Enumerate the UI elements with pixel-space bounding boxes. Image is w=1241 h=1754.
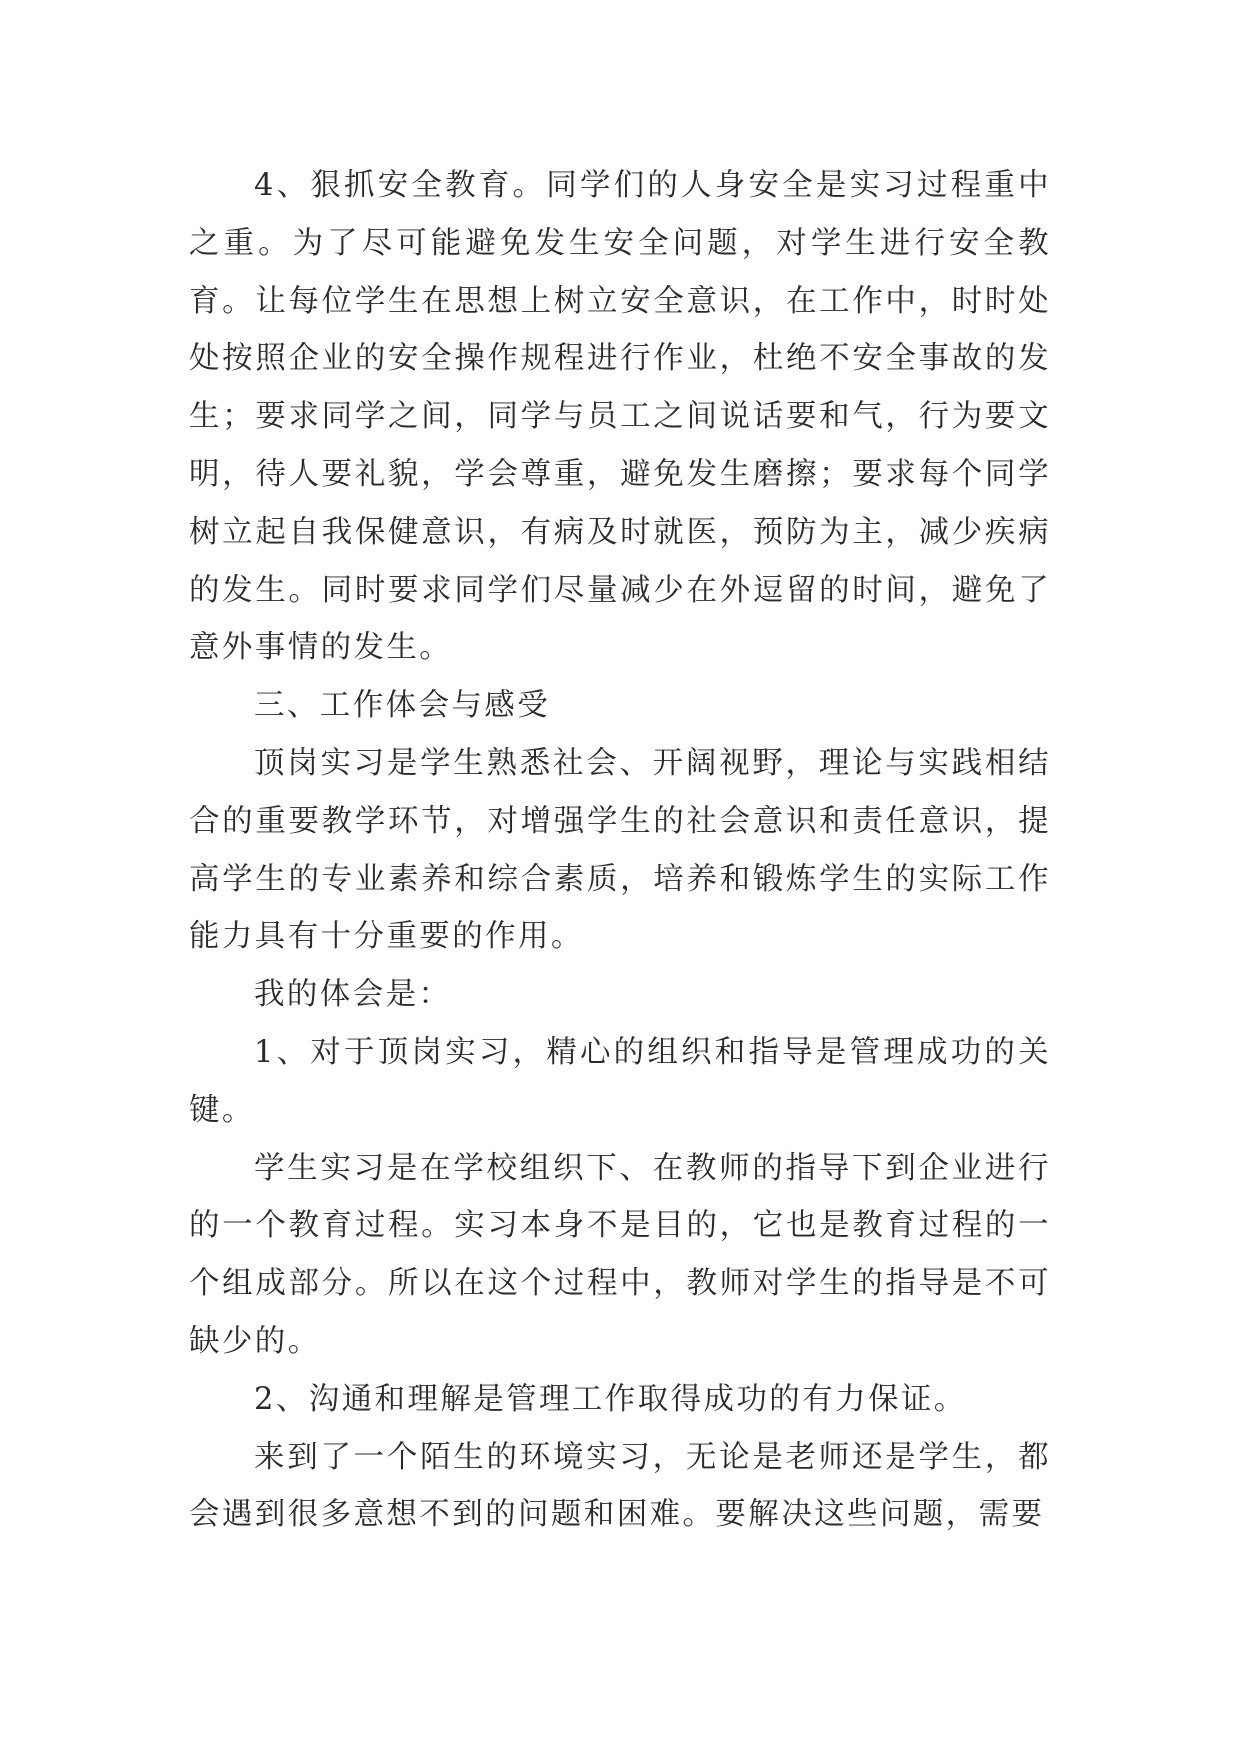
section-heading-experience: 三、工作体会与感受	[254, 688, 551, 724]
paragraph-safety-education: 4、狠抓安全教育。同学们的人身安全是实习过程重中之重。为了尽可能避免发生安全问题，对学生进行安全教育。让每位学生在思想上树立安全意识，在工作中，时时处处按照企业的安全操作规程进行作业，杜绝不安全事故的发生；要求同学之间，同学与员工之间说话要和气，行为要文明，待人要礼貌，学会尊重，避免发生磨擦；要求每个同学树立起自我保健意识，有病及时就医，预防为主，减少疾病的发生。同时要求同学们尽量减少在外逗留的时间，避免了意外事情的发生。	[189, 168, 1051, 666]
paragraph-my-experience-intro: 我的体会是：	[254, 977, 452, 1013]
paragraph-point-2: 2、沟通和理解是管理工作取得成功的有力保证。	[254, 1381, 967, 1417]
paragraph-internship-importance: 顶岗实习是学生熟悉社会、开阔视野，理论与实践相结合的重要教学环节，对增强学生的社会意识和责任意识，提高学生的专业素养和综合素质，培养和锻炼学生的实际工作能力具有十分重要的作用。	[189, 745, 1051, 955]
paragraph-point-1: 1、对于顶岗实习，精心的组织和指导是管理成功的关键。	[189, 1034, 1051, 1128]
paragraph-teacher-guidance: 学生实习是在学校组织下、在教师的指导下到企业进行的一个教育过程。实习本身不是目的，它也是教育过程的一个组成部分。所以在这个过程中，教师对学生的指导是不可缺少的。	[189, 1150, 1051, 1359]
paragraph-unfamiliar-environment: 来到了一个陌生的环境实习，无论是老师还是学生，都会遇到很多意想不到的问题和困难。要解决这些问题，需要	[189, 1439, 1051, 1533]
document-body	[189, 157, 1051, 1544]
